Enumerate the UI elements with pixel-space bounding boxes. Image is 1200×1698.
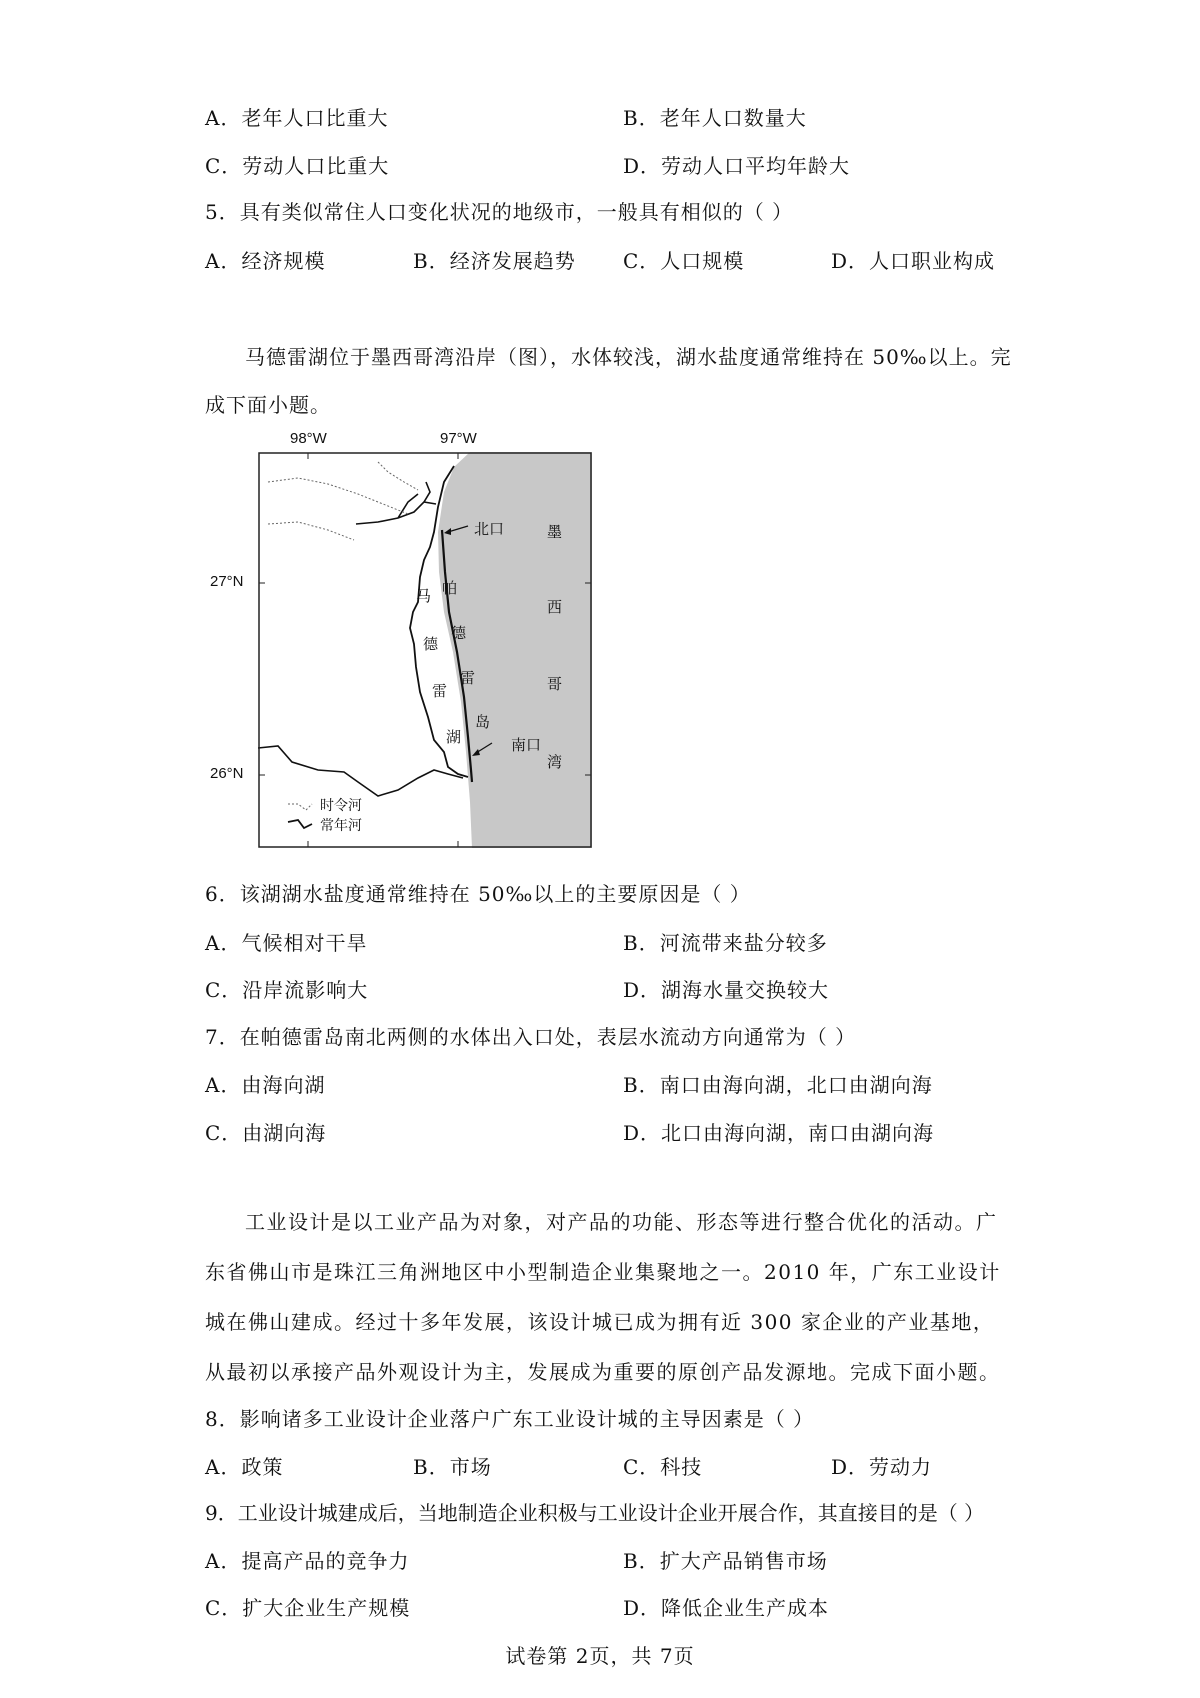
q5-stem: 5．具有类似常住人口变化状况的地级市，一般具有相似的（ ） [205, 200, 794, 224]
map-gulf-char-2: 西 [547, 599, 564, 616]
q5-option-b: B．经济发展趋势 [413, 249, 576, 273]
q8-stem: 8．影响诸多工业设计企业落户广东工业设计城的主导因素是（ ） [205, 1407, 815, 1431]
map-lake-char-2: 德 [423, 636, 440, 653]
map-island-char-2: 德 [451, 625, 468, 642]
q7-stem: 7．在帕德雷岛南北两侧的水体出入口处，表层水流动方向通常为（ ） [205, 1025, 857, 1049]
q4-option-c: C．劳动人口比重大 [205, 154, 390, 178]
q9-option-c: C．扩大企业生产规模 [205, 1596, 411, 1620]
q8-option-c: C．科技 [623, 1455, 703, 1479]
q6-stem: 6．该湖湖水盐度通常维持在 50‰以上的主要原因是（ ） [205, 882, 751, 906]
q4-option-d: D．劳动人口平均年龄大 [623, 154, 851, 178]
map-legend-perennial: 常年河 [320, 817, 362, 833]
map-legend-seasonal: 时令河 [320, 797, 362, 813]
q5-option-a: A．经济规模 [205, 249, 326, 273]
q5-option-c: C．人口规模 [623, 249, 745, 273]
q6-option-c: C．沿岸流影响大 [205, 978, 369, 1002]
map-island-char-4: 岛 [475, 714, 492, 731]
q7-option-d: D．北口由海向湖，南口由湖向海 [623, 1121, 935, 1145]
map-gulf-char-3: 哥 [547, 676, 564, 693]
map-lat-27: 27°N [210, 573, 244, 590]
map-south-inlet: 南口 [511, 737, 542, 754]
q8-option-b: B．市场 [413, 1455, 492, 1479]
q8-option-d: D．劳动力 [831, 1455, 933, 1479]
q6-option-a: A．气候相对干旱 [205, 931, 368, 955]
map-island-char-3: 雷 [460, 670, 477, 687]
passage2-line2: 成下面小题。 [205, 393, 331, 417]
passage2-line1: 马德雷湖位于墨西哥湾沿岸（图），水体较浅，湖水盐度通常维持在 50‰以上。完 [245, 345, 1012, 369]
q4-option-b: B．老年人口数量大 [623, 106, 807, 130]
map-island-char-1: 帕 [442, 580, 459, 597]
page-footer: 试卷第 2页，共 7页 [505, 1644, 695, 1668]
seasonal-river-1 [268, 478, 408, 514]
q7-option-c: C．由湖向海 [205, 1121, 327, 1145]
q7-option-b: B．南口由海向湖，北口由湖向海 [623, 1073, 933, 1097]
seasonal-river-3 [378, 462, 418, 490]
gulf-sea-area [438, 452, 592, 848]
seasonal-river-2 [268, 522, 354, 540]
q9-option-d: D．降低企业生产成本 [623, 1596, 830, 1620]
map-north-inlet: 北口 [474, 521, 505, 538]
perennial-river-north [356, 482, 436, 524]
q9-option-b: B．扩大产品销售市场 [623, 1549, 828, 1573]
perennial-river-south [258, 746, 463, 796]
map-lat-26: 26°N [210, 765, 244, 782]
q6-option-b: B．河流带来盐分较多 [623, 931, 828, 955]
map-gulf-char-4: 湾 [547, 754, 564, 771]
q8-option-a: A．政策 [205, 1455, 284, 1479]
map-lon-97: 97°W [440, 430, 477, 447]
passage3-text: 工业设计是以工业产品为对象，对产品的功能、形态等进行整合优化的活动。广东省佛山市是珠江三角洲地区中小型制造企业集聚地之一。2010 年，广东工业设计城在佛山建成。经过十多年发展，该设计城已成为拥有近 300 家企业的产业基地，从最初以承接产品外观设计为主，发展成为重要的原创产品发源地。完成下面小题。 [205, 1210, 1001, 1384]
q9-option-a: A．提高产品的竞争力 [205, 1549, 410, 1573]
map-lake-char-4: 湖 [446, 729, 463, 746]
map-lake-char-1: 马 [416, 588, 433, 605]
q6-option-d: D．湖海水量交换较大 [623, 978, 830, 1002]
map-lake-char-3: 雷 [432, 683, 449, 700]
q5-option-d: D．人口职业构成 [831, 249, 996, 273]
q4-option-a: A．老年人口比重大 [205, 106, 389, 130]
q7-option-a: A．由海向湖 [205, 1073, 326, 1097]
q9-stem: 9．工业设计城建成后，当地制造企业积极与工业设计企业开展合作，其直接目的是（ ） [205, 1501, 985, 1525]
map-lon-98: 98°W [290, 430, 327, 447]
map-gulf-char-1: 墨 [547, 524, 564, 541]
